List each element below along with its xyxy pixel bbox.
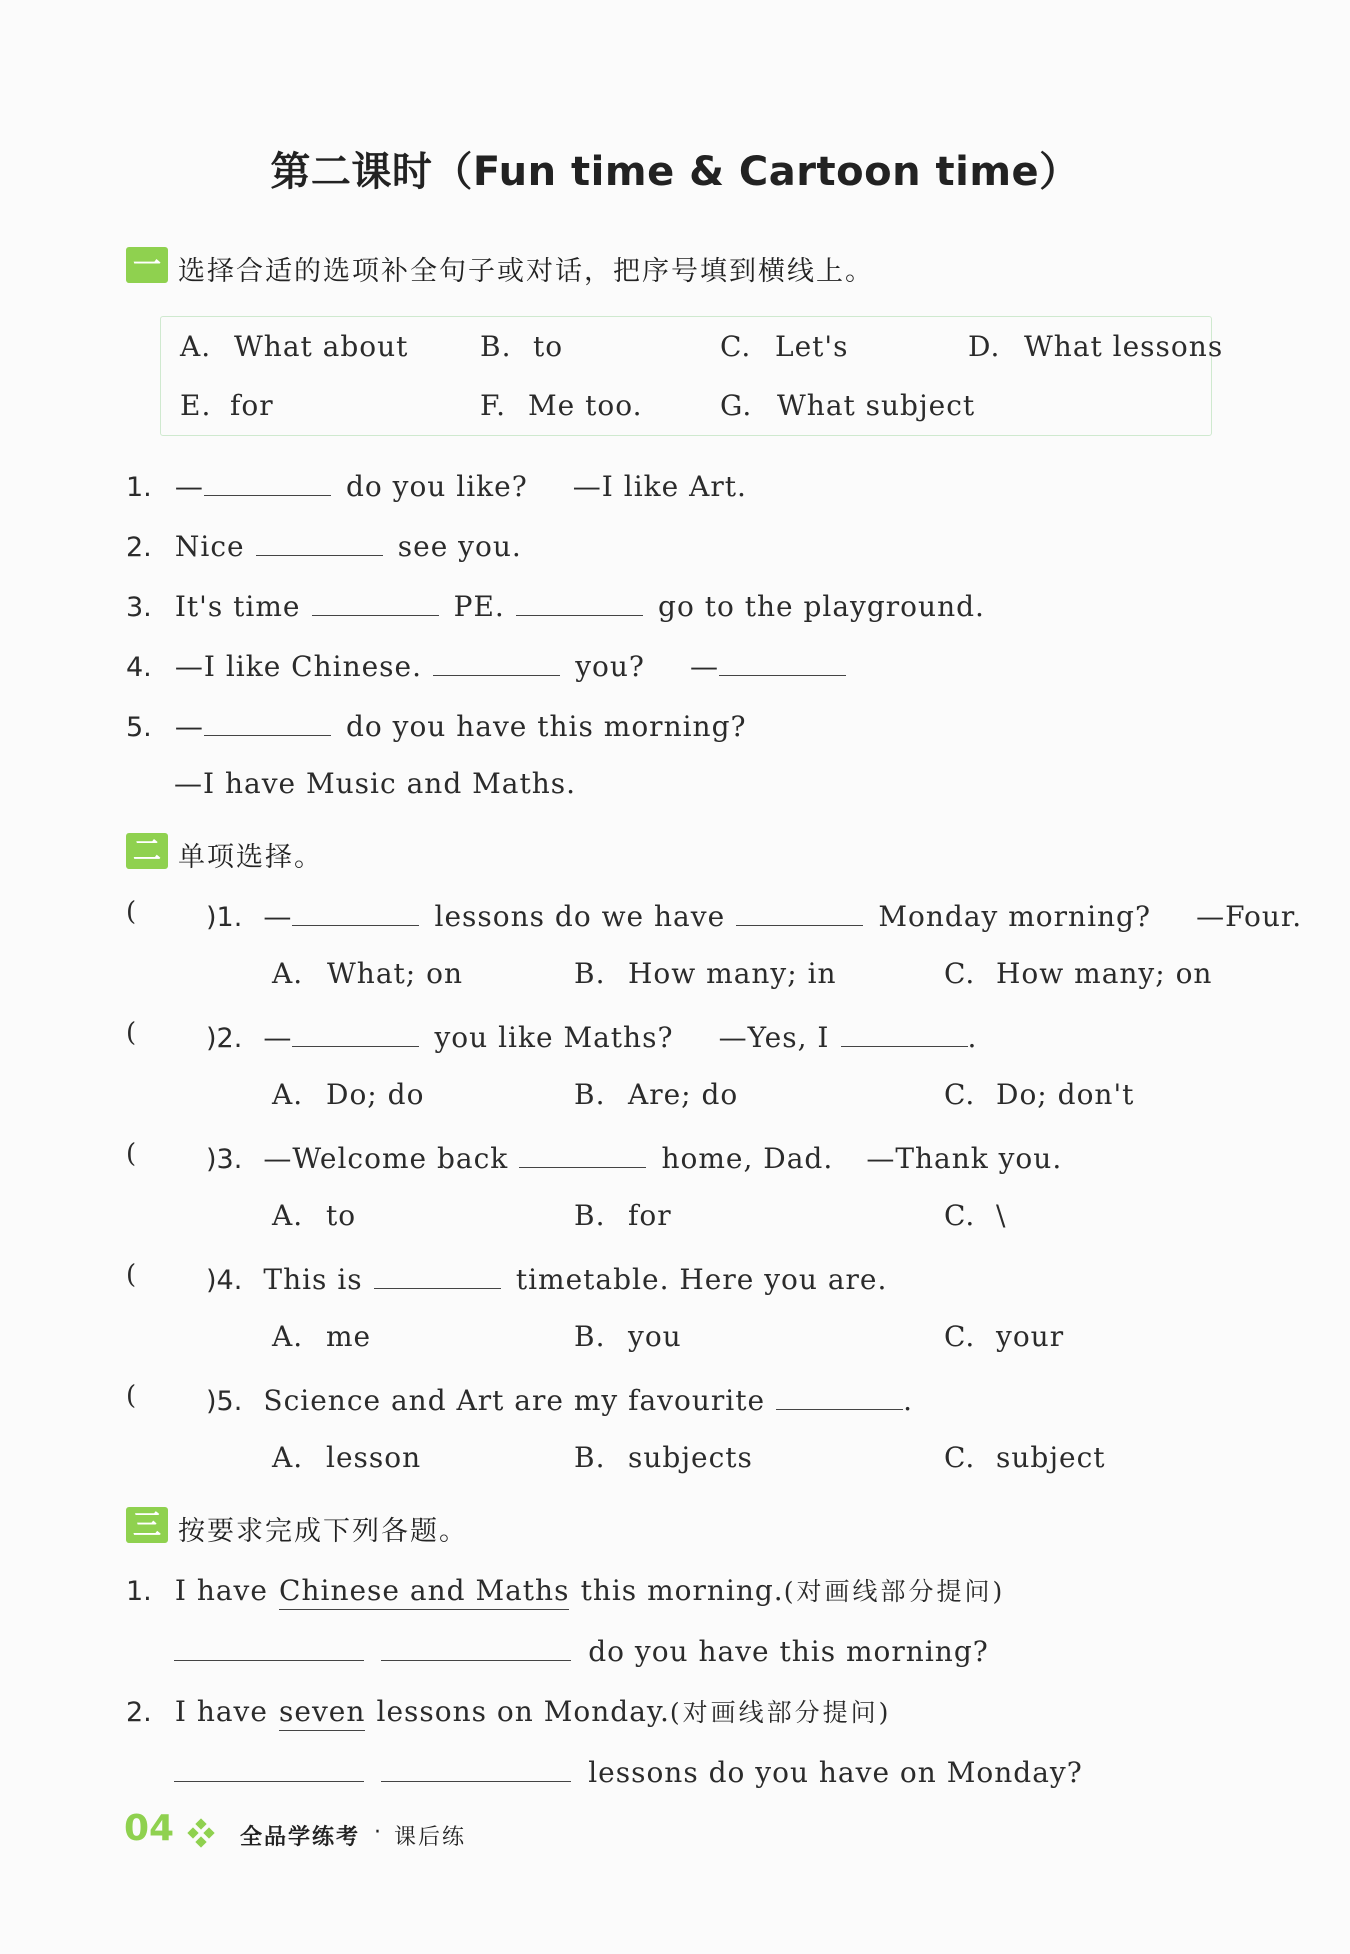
answer-blank[interactable]: [841, 1018, 968, 1047]
choice-c-text: How many; on: [996, 957, 1213, 990]
question-text: Monday morning?: [878, 900, 1151, 933]
footer-dot: ·: [374, 1820, 383, 1845]
choice-c[interactable]: C.: [944, 1199, 976, 1232]
answer-paren[interactable]: (: [126, 897, 137, 927]
choice-b-text: subjects: [628, 1441, 753, 1474]
option-text: Me too.: [528, 389, 643, 422]
choice-b-text: for: [628, 1199, 672, 1232]
underlined-phrase: Chinese and Maths: [279, 1574, 569, 1610]
choice-b-text: you: [628, 1320, 682, 1353]
question-text: lessons do you have on Monday?: [588, 1756, 1083, 1789]
question-text: do you have this morning?: [345, 710, 747, 743]
section-1-heading: 选择合适的选项补全句子或对话，把序号填到横线上。: [178, 256, 874, 287]
choice-a-text: lesson: [326, 1441, 422, 1474]
answer-blank[interactable]: [719, 647, 846, 676]
question-number: )2.: [206, 1023, 243, 1054]
answer-paren[interactable]: (: [126, 1381, 137, 1411]
section-2-heading: 单项选择。: [178, 842, 323, 873]
page-title: 第二课时（Fun time & Cartoon time）: [270, 149, 1080, 195]
choice-a-text: What; on: [327, 957, 463, 990]
s2-question-1: [206, 897, 1302, 933]
question-text: do you have this morning?: [588, 1635, 989, 1668]
choice-b[interactable]: B.: [574, 1078, 606, 1111]
option-text: Let's: [775, 330, 849, 363]
option-text: What subject: [777, 389, 976, 422]
question-text: —Welcome back: [263, 1142, 509, 1175]
choice-a-text: Do; do: [326, 1078, 425, 1111]
answer-blank[interactable]: [374, 1260, 501, 1289]
diamond-logo-icon: [186, 1818, 216, 1852]
s1-question-4: [126, 647, 846, 683]
answer-blank[interactable]: [204, 467, 331, 496]
choice-c-text: Do; don't: [996, 1078, 1135, 1111]
question-text: timetable. Here you are.: [515, 1263, 888, 1296]
question-text: you?: [575, 650, 645, 683]
option-letter: C.: [720, 330, 752, 363]
s3-answer-line-1: [174, 1632, 989, 1668]
question-text: .: [967, 1021, 978, 1054]
choice-c[interactable]: C.: [944, 1441, 976, 1474]
s1-question-5: [126, 707, 747, 743]
question-text: Nice: [174, 530, 245, 563]
option-letter: D.: [968, 330, 1001, 363]
answer-blank[interactable]: [174, 1753, 364, 1782]
underlined-phrase: seven: [279, 1695, 365, 1731]
question-text: lessons do we have: [434, 900, 726, 933]
question-text: —Four.: [1196, 900, 1303, 933]
answer-blank[interactable]: [256, 527, 383, 556]
s2-question-3: [206, 1139, 1062, 1175]
s1-question-2: [126, 527, 522, 563]
section-1-badge: 一: [126, 247, 168, 283]
s3-answer-line-2: [174, 1753, 1083, 1789]
option-letter: G.: [720, 389, 753, 422]
question-text: —: [263, 900, 293, 933]
question-text: I have: [174, 1695, 268, 1728]
question-text: This is: [263, 1263, 363, 1296]
choice-c[interactable]: C.: [944, 957, 976, 990]
answer-blank[interactable]: [292, 897, 419, 926]
answer-blank[interactable]: [516, 587, 643, 616]
choice-a[interactable]: A.: [272, 1441, 304, 1474]
instruction-note: (对画线部分提问): [783, 1577, 1006, 1606]
question-number: 3.: [126, 592, 152, 623]
option-text: to: [533, 330, 564, 363]
question-text: It's time: [174, 590, 301, 623]
choice-b-text: Are; do: [628, 1078, 739, 1111]
footer-brand: 全品学练考: [240, 1825, 361, 1850]
answer-blank[interactable]: [312, 587, 439, 616]
question-text: —Thank you.: [866, 1142, 1063, 1175]
s1-question-3: [126, 587, 985, 623]
option-letter: A.: [180, 330, 212, 363]
question-text: lessons on Monday.: [376, 1695, 670, 1728]
question-text: see you.: [397, 530, 522, 563]
option-text: What about: [234, 330, 409, 363]
question-text: —: [174, 470, 204, 503]
choice-a-text: to: [326, 1199, 357, 1232]
choice-c[interactable]: C.: [944, 1320, 976, 1353]
question-text: go to the playground.: [658, 590, 985, 623]
question-text: —I like Chinese.: [174, 650, 423, 683]
answer-paren[interactable]: (: [126, 1139, 137, 1169]
answer-blank[interactable]: [433, 647, 560, 676]
question-number: 2.: [126, 1697, 152, 1728]
option-letter: F.: [480, 389, 506, 422]
answer-blank[interactable]: [776, 1381, 903, 1410]
question-text: I have: [174, 1574, 268, 1607]
answer-blank[interactable]: [292, 1018, 419, 1047]
question-text: —Yes, I: [718, 1021, 830, 1054]
footer-subtitle: 课后练: [394, 1825, 467, 1850]
question-text: this morning.: [580, 1574, 784, 1607]
s3-question-1: [126, 1572, 1005, 1608]
answer-blank[interactable]: [736, 897, 863, 926]
question-text: —: [174, 710, 204, 743]
answer-blank[interactable]: [204, 707, 331, 736]
answer-blank[interactable]: [381, 1753, 571, 1782]
answer-paren[interactable]: (: [126, 1260, 137, 1290]
question-text: —: [263, 1021, 293, 1054]
choice-a[interactable]: A.: [272, 1320, 304, 1353]
choice-a[interactable]: A.: [272, 1078, 304, 1111]
choice-c-text: \: [996, 1199, 1007, 1232]
answer-paren[interactable]: (: [126, 1018, 137, 1048]
question-number: 1.: [126, 1576, 152, 1607]
question-text: —: [690, 650, 720, 683]
s1-question-1: [126, 467, 747, 503]
question-number: )1.: [206, 902, 243, 933]
question-number: 2.: [126, 532, 152, 563]
choice-b[interactable]: B.: [574, 1320, 606, 1353]
page-number: 04: [124, 1808, 175, 1849]
instruction-note: (对画线部分提问): [669, 1698, 892, 1727]
choice-c-text: subject: [996, 1441, 1106, 1474]
section-3-heading: 按要求完成下列各题。: [178, 1516, 468, 1547]
question-number: )4.: [206, 1265, 243, 1296]
question-number: 4.: [126, 652, 152, 683]
question-number: )3.: [206, 1144, 243, 1175]
section-3-badge: 三: [126, 1507, 168, 1543]
choice-b[interactable]: B.: [574, 957, 606, 990]
option-text: for: [230, 389, 274, 422]
choice-a[interactable]: A.: [272, 957, 304, 990]
choice-c-text: your: [996, 1320, 1065, 1353]
question-number: 1.: [126, 472, 152, 503]
question-text: you like Maths?: [434, 1021, 674, 1054]
choice-b[interactable]: B.: [574, 1441, 606, 1474]
choice-a-text: me: [326, 1320, 372, 1353]
answer-blank[interactable]: [174, 1632, 364, 1661]
s2-question-4: [206, 1260, 887, 1296]
choice-b-text: How many; in: [628, 957, 837, 990]
question-text: —I have Music and Maths.: [174, 767, 577, 800]
answer-blank[interactable]: [381, 1632, 571, 1661]
option-letter: E.: [180, 389, 212, 422]
question-text: home, Dad.: [661, 1142, 834, 1175]
question-text: —I like Art.: [572, 470, 747, 503]
question-text: PE.: [453, 590, 505, 623]
question-text: Science and Art are my favourite: [263, 1384, 766, 1417]
s3-question-2: [126, 1693, 891, 1729]
question-number: 5.: [126, 712, 152, 743]
section-2-badge: 二: [126, 833, 168, 869]
s2-question-2: [206, 1018, 977, 1054]
question-text: .: [903, 1384, 914, 1417]
choice-c[interactable]: C.: [944, 1078, 976, 1111]
option-text: What lessons: [1024, 330, 1224, 363]
answer-blank[interactable]: [519, 1139, 646, 1168]
question-text: do you like?: [345, 470, 528, 503]
choice-a[interactable]: A.: [272, 1199, 304, 1232]
option-letter: B.: [480, 330, 512, 363]
question-number: )5.: [206, 1386, 243, 1417]
choice-b[interactable]: B.: [574, 1199, 606, 1232]
s2-question-5: [206, 1381, 913, 1417]
